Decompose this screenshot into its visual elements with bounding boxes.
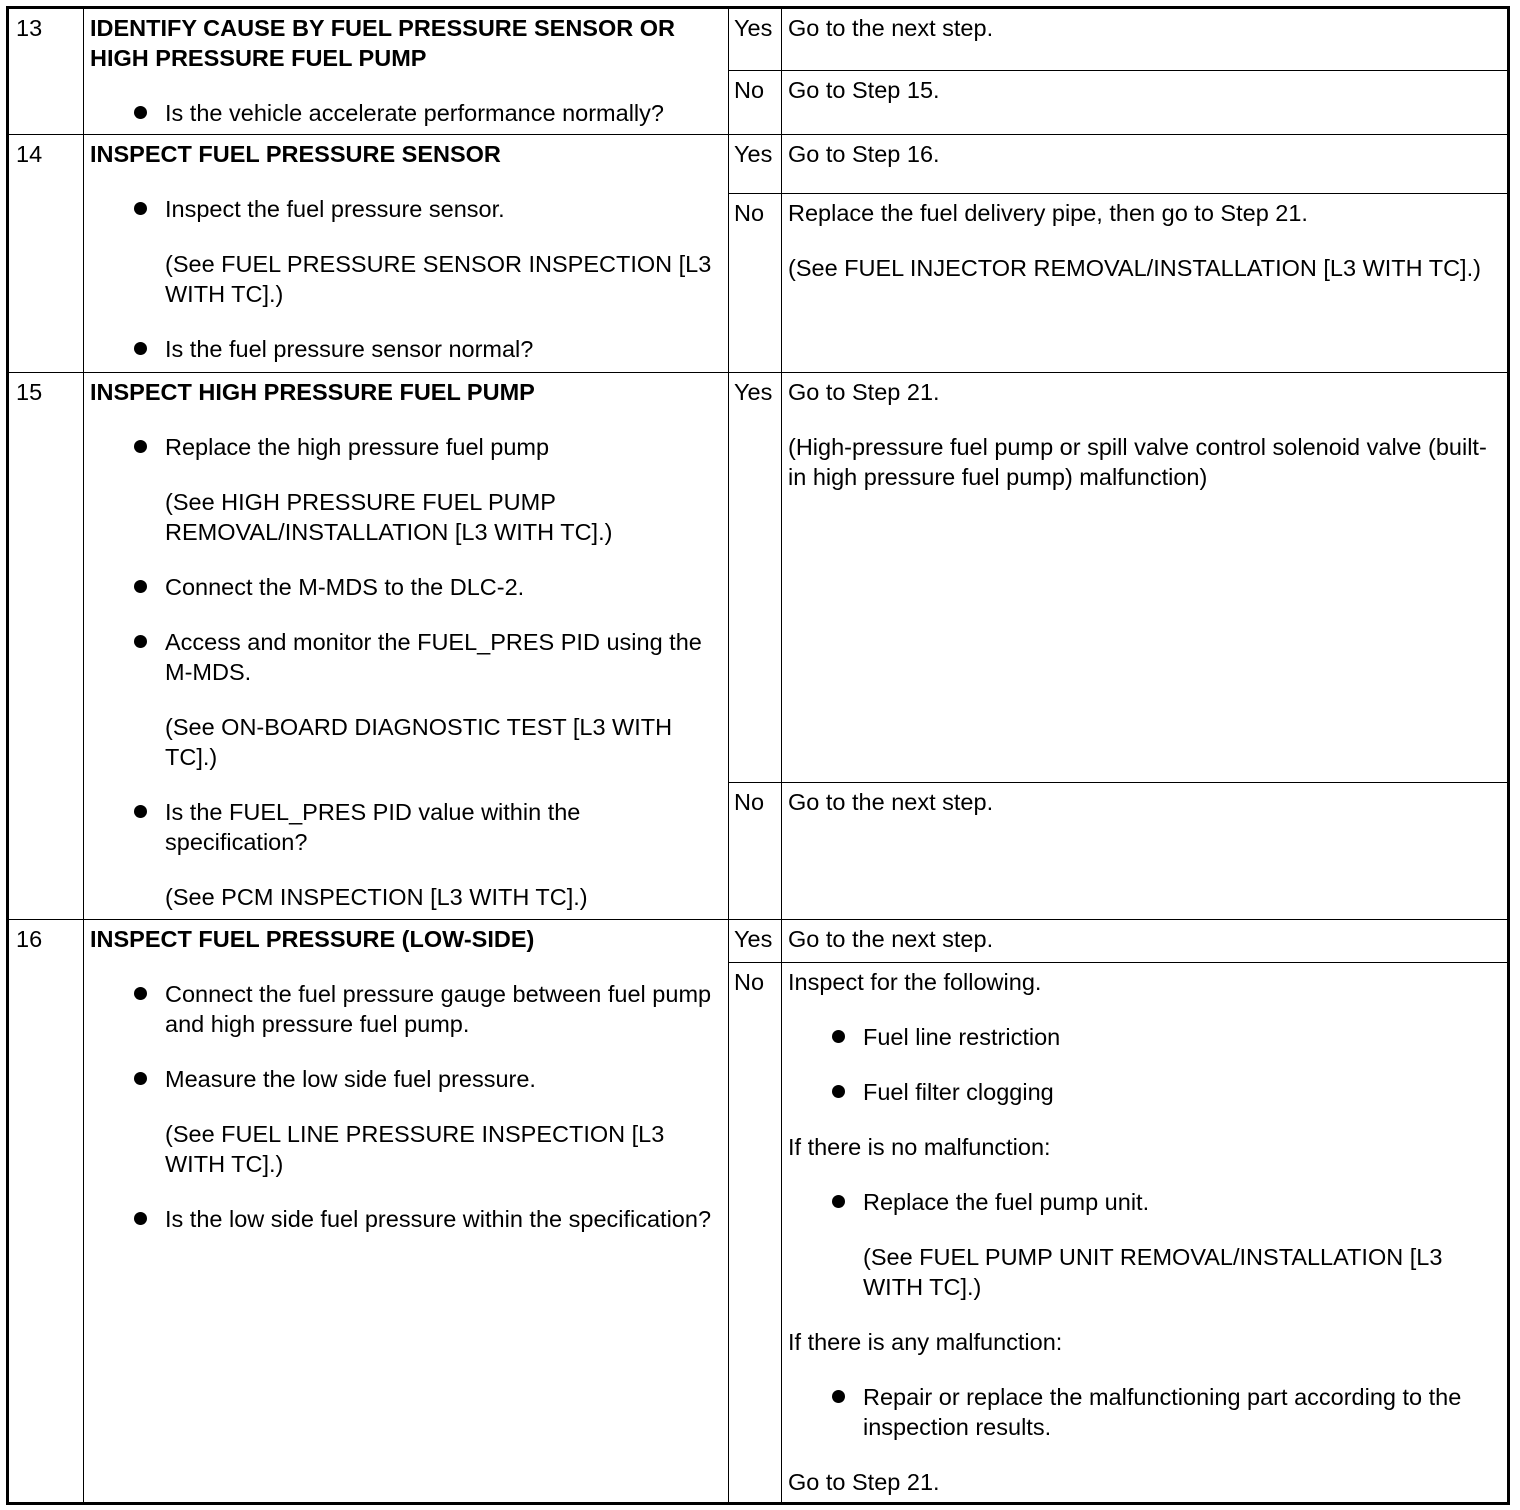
inspection-item: Fuel line restriction [788,1022,1501,1052]
condition-no-malfunction: If there is no malfunction: [788,1134,1051,1160]
step-row-16-yes [8,920,1509,963]
reference-note: (See ON-BOARD DIAGNOSTIC TEST [L3 WITH TC].) [165,714,673,770]
step-row-14-yes [8,135,1509,194]
step-action-cell [84,8,729,135]
action-bullet: Replace the high pressure fuel pump [90,432,722,462]
condition-action: Replace the fuel pump unit. [788,1187,1501,1217]
step-title: INSPECT FUEL PRESSURE SENSOR [90,141,501,167]
reference-note: (See PCM INSPECTION [L3 WITH TC].) [165,884,588,910]
step-number: 13 [8,8,84,135]
step-row-15-yes [8,373,1509,783]
yes-result: Go to the next step. [782,8,1509,71]
no-label: No [729,783,782,920]
step-number: 15 [8,373,84,920]
condition-any-malfunction: If there is any malfunction: [788,1329,1063,1355]
no-result-cell [782,963,1509,1504]
action-bullet: Is the low side fuel pressure within the specification? [90,1204,722,1234]
yes-label: Yes [729,373,782,783]
action-bullet: Measure the low side fuel pressure. [90,1064,722,1094]
no-label: No [729,71,782,135]
action-bullet: Connect the fuel pressure gauge between fuel pump and high pressure fuel pump. [90,979,722,1039]
yes-result: Go to Step 21. [788,379,940,405]
condition-action: Repair or replace the malfunctioning part according to the inspection results. [788,1382,1501,1442]
reference-note: (See FUEL PUMP UNIT REMOVAL/INSTALLATION [L3 WITH TC].) [863,1244,1443,1300]
reference-note: (See HIGH PRESSURE FUEL PUMP REMOVAL/INSTALLATION [L3 WITH TC].) [165,489,613,545]
step-number: 16 [8,920,84,1504]
reference-note: (See FUEL INJECTOR REMOVAL/INSTALLATION [L3 WITH TC].) [788,255,1481,281]
step-title: INSPECT HIGH PRESSURE FUEL PUMP [90,379,535,405]
diagnostic-procedure-table [6,6,1510,1505]
step-action-cell [84,135,729,373]
no-result: Go to the next step. [782,783,1509,920]
yes-result: Go to the next step. [782,920,1509,963]
final-instruction: Go to Step 21. [788,1469,940,1495]
step-action-cell [84,373,729,920]
no-result: Replace the fuel delivery pipe, then go to Step 21. [788,200,1308,226]
no-result-cell [782,194,1509,373]
reference-note: (See FUEL PRESSURE SENSOR INSPECTION [L3 WITH TC].) [165,251,712,307]
action-bullet: Inspect the fuel pressure sensor. [90,194,722,224]
yes-result-cell [782,373,1509,783]
malfunction-note: (High-pressure fuel pump or spill valve control solenoid valve (built-in high pressure fuel pump) malfunction) [788,434,1487,490]
action-bullet: Is the FUEL_PRES PID value within the specification? [90,797,722,857]
step-title: INSPECT FUEL PRESSURE (LOW-SIDE) [90,926,535,952]
action-bullet: Is the vehicle accelerate performance normally? [90,98,722,128]
reference-note: (See FUEL LINE PRESSURE INSPECTION [L3 WITH TC].) [165,1121,665,1177]
action-bullet: Access and monitor the FUEL_PRES PID using the M-MDS. [90,627,722,687]
action-bullet: Connect the M-MDS to the DLC-2. [90,572,722,602]
yes-label: Yes [729,920,782,963]
step-row-13-yes [8,8,1509,71]
no-result: Go to Step 15. [782,71,1509,135]
yes-label: Yes [729,8,782,71]
yes-label: Yes [729,135,782,194]
inspection-item: Fuel filter clogging [788,1077,1501,1107]
no-label: No [729,963,782,1504]
step-title: IDENTIFY CAUSE BY FUEL PRESSURE SENSOR OR HIGH PRESSURE FUEL PUMP [90,15,675,71]
yes-result: Go to Step 16. [782,135,1509,194]
no-label: No [729,194,782,373]
action-bullet: Is the fuel pressure sensor normal? [90,334,722,364]
no-result-intro: Inspect for the following. [788,969,1042,995]
step-action-cell [84,920,729,1504]
step-number: 14 [8,135,84,373]
